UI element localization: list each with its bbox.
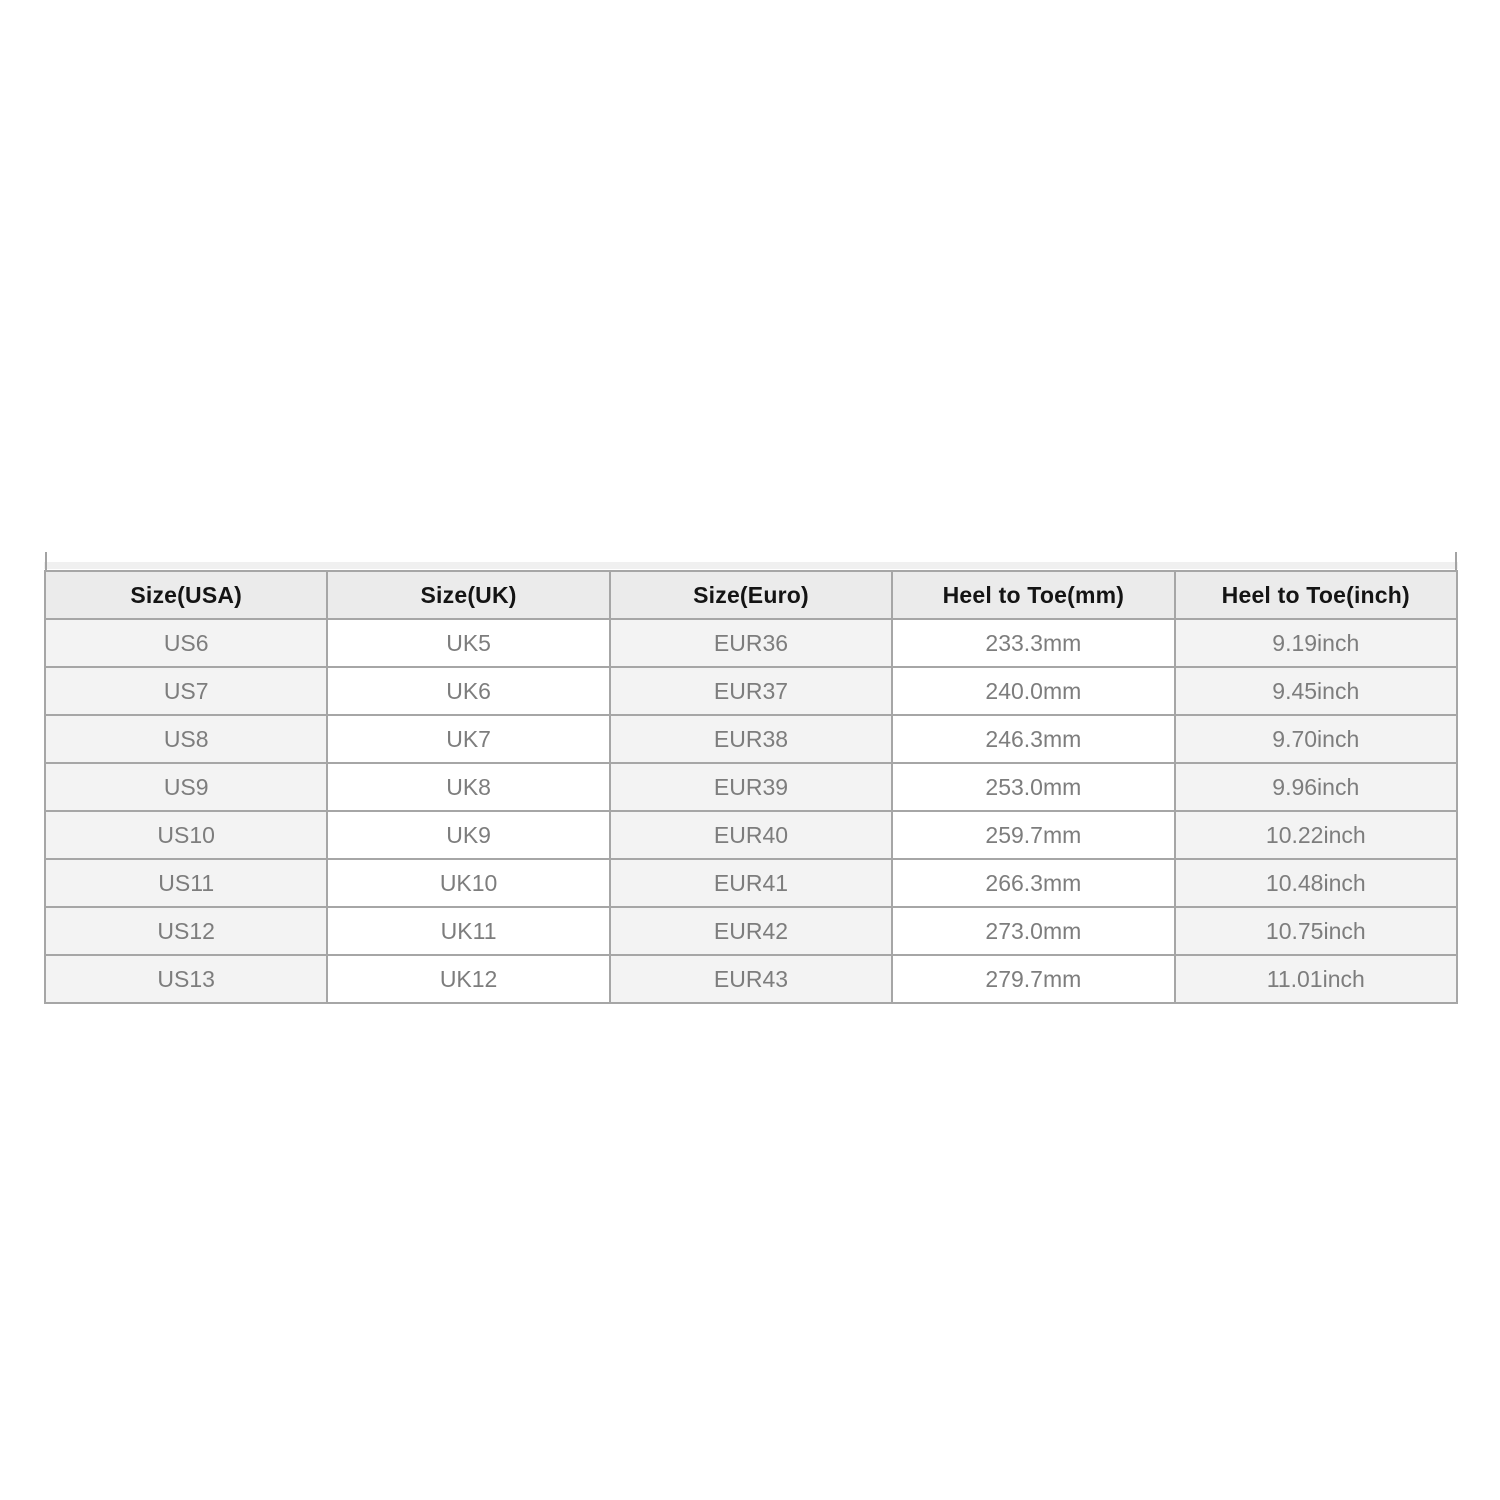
table-cell: US6	[45, 619, 327, 667]
table-cell: US9	[45, 763, 327, 811]
table-cell: 10.75inch	[1175, 907, 1457, 955]
table-cell: US13	[45, 955, 327, 1003]
table-row	[45, 667, 1457, 715]
table-row	[45, 619, 1457, 667]
table-cell: EUR43	[610, 955, 892, 1003]
table-cell: 233.3mm	[892, 619, 1174, 667]
table-cell: 240.0mm	[892, 667, 1174, 715]
table-cell: UK9	[327, 811, 609, 859]
table-cell: EUR38	[610, 715, 892, 763]
table-cell: US10	[45, 811, 327, 859]
column-header-heel-to-toe-mm: Heel to Toe(mm)	[892, 571, 1174, 619]
header-row	[45, 571, 1457, 619]
table-cell: 253.0mm	[892, 763, 1174, 811]
table-cell: US12	[45, 907, 327, 955]
table-cell: EUR36	[610, 619, 892, 667]
table-cell: 266.3mm	[892, 859, 1174, 907]
column-header-size-euro: Size(Euro)	[610, 571, 892, 619]
right-border-tick	[1455, 552, 1457, 572]
table-body	[45, 619, 1457, 1003]
table-cell: 9.70inch	[1175, 715, 1457, 763]
column-header-size-uk: Size(UK)	[327, 571, 609, 619]
table-row	[45, 907, 1457, 955]
table-cell: UK10	[327, 859, 609, 907]
table-row	[45, 811, 1457, 859]
table-cell: 11.01inch	[1175, 955, 1457, 1003]
table-cell: 279.7mm	[892, 955, 1174, 1003]
table-row	[45, 763, 1457, 811]
table-cell: 9.96inch	[1175, 763, 1457, 811]
table-cell: EUR39	[610, 763, 892, 811]
table-row	[45, 859, 1457, 907]
left-border-tick	[45, 552, 47, 572]
table-cell: 9.45inch	[1175, 667, 1457, 715]
table-cell: UK7	[327, 715, 609, 763]
table-cell: EUR41	[610, 859, 892, 907]
table-cell: EUR37	[610, 667, 892, 715]
table-cell: UK11	[327, 907, 609, 955]
table-cell: 9.19inch	[1175, 619, 1457, 667]
table-cell: UK12	[327, 955, 609, 1003]
table-cell: EUR40	[610, 811, 892, 859]
table-row	[45, 955, 1457, 1003]
table-cell: UK8	[327, 763, 609, 811]
table-cell: US7	[45, 667, 327, 715]
table-cell: US8	[45, 715, 327, 763]
size-conversion-table	[44, 570, 1458, 1004]
table-cell: 10.48inch	[1175, 859, 1457, 907]
column-header-size-usa: Size(USA)	[45, 571, 327, 619]
table-row	[45, 715, 1457, 763]
table-cell: US11	[45, 859, 327, 907]
table-cell: UK6	[327, 667, 609, 715]
table-top-strip	[44, 562, 1458, 569]
table-cell: EUR42	[610, 907, 892, 955]
table-cell: 10.22inch	[1175, 811, 1457, 859]
table-cell: UK5	[327, 619, 609, 667]
table-cell: 273.0mm	[892, 907, 1174, 955]
column-header-heel-to-toe-inch: Heel to Toe(inch)	[1175, 571, 1457, 619]
table-cell: 246.3mm	[892, 715, 1174, 763]
table-cell: 259.7mm	[892, 811, 1174, 859]
